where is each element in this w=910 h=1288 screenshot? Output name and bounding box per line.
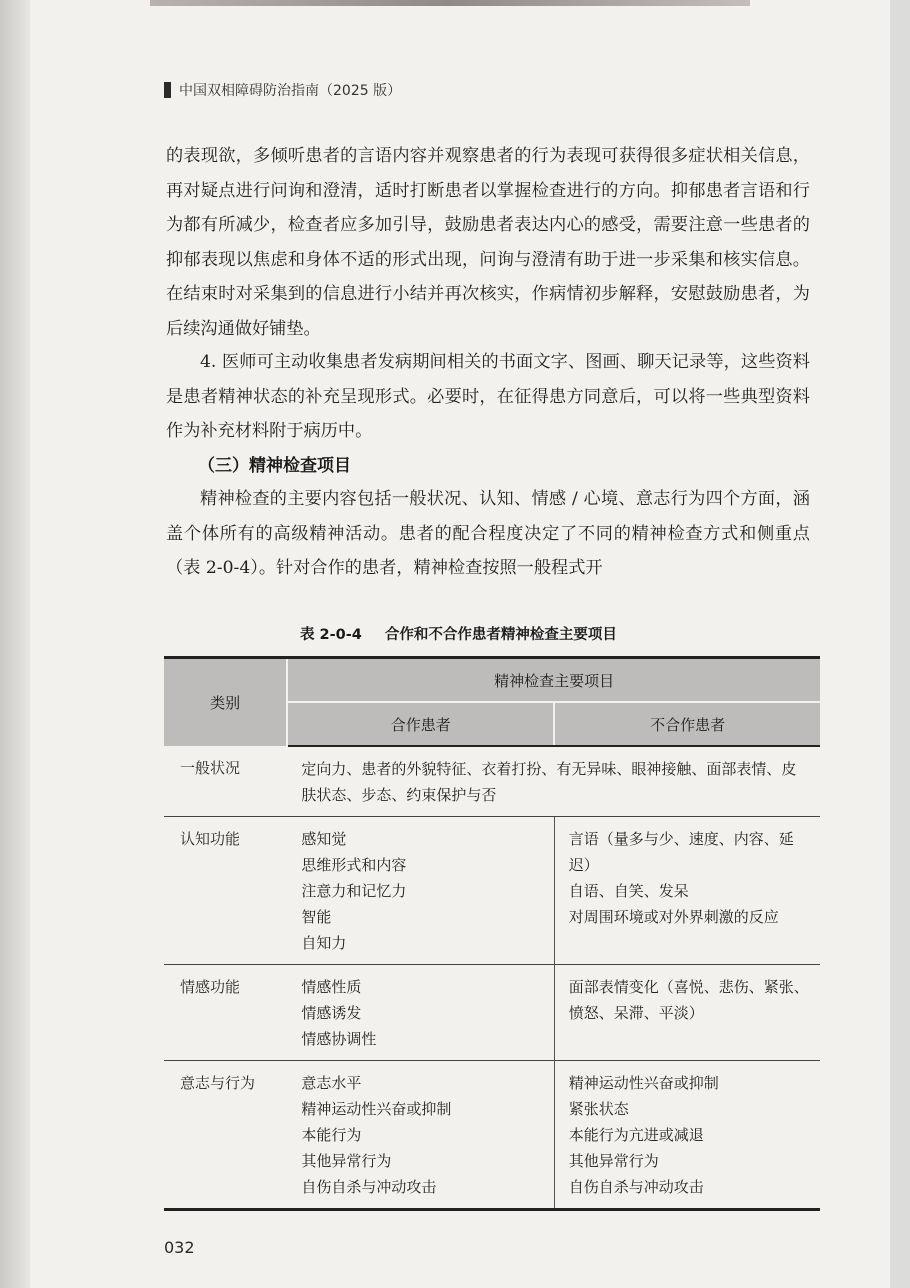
list-item: 面部表情变化（喜悦、悲伤、紧张、愤怒、呆滞、平淡） xyxy=(568,978,809,1022)
list-item: 精神运动性兴奋或抑制 xyxy=(301,1100,452,1118)
table-row-volition xyxy=(164,1061,820,1210)
list-item: 其他异常行为 xyxy=(301,1152,392,1170)
shared-items-cell: 定向力、患者的外貌特征、衣着打扮、有无异味、眼神接触、面部表情、皮肤状态、步态、约束保护与否 xyxy=(287,746,820,817)
mental-exam-table xyxy=(164,656,820,1211)
list-item: 其他异常行为 xyxy=(568,1152,659,1170)
list-item: 智能 xyxy=(301,908,332,926)
table-caption-title: 合作和不合作患者精神检查主要项目 xyxy=(384,627,617,643)
list-item: 精神运动性兴奋或抑制 xyxy=(568,1074,719,1092)
list-item: 情感诱发 xyxy=(301,1004,362,1022)
uncooperative-items-cell xyxy=(554,1061,820,1210)
previous-page-edge xyxy=(150,0,750,6)
list-item: 言语（量多与少、速度、内容、延迟） xyxy=(568,830,794,874)
list-item: 感知觉 xyxy=(301,830,347,848)
list-item: 本能行为亢进或减退 xyxy=(568,1126,704,1144)
list-item: 注意力和记忆力 xyxy=(301,882,407,900)
cooperative-items-cell xyxy=(287,965,554,1061)
cooperative-items-cell xyxy=(287,1061,554,1210)
running-header-text: 中国双相障碍防治指南（2025 版） xyxy=(179,83,402,99)
category-cell: 情感功能 xyxy=(164,965,287,1061)
uncooperative-items-cell xyxy=(554,965,820,1061)
header-cooperative: 合作患者 xyxy=(287,702,554,746)
paragraph-1 xyxy=(166,139,810,346)
list-item: 意志水平 xyxy=(301,1074,362,1092)
header-main: 精神检查主要项目 xyxy=(287,658,820,703)
header-category: 类别 xyxy=(164,658,287,747)
paragraph-1-text: 的表现欲，多倾听患者的言语内容并观察患者的行为表现可获得很多症状相关信息，再对疑点进行问询和澄清，适时打断患者以掌握检查进行的方向。抑郁患者言语和行为都有所减少，检查者应多加引导，鼓励患者表达内心的感受，需要注意一些患者的抑郁表现以焦虑和身体不适的形式出现，问询与澄清有助于进一步采集和核实信息。在结束时对采集到的信息进行小结并再次核实，作病情初步解释，安慰鼓励患者，为后续沟通做好铺垫。 xyxy=(166,146,810,339)
list-item: 自语、自笑、发呆 xyxy=(568,882,689,900)
table-row-general xyxy=(164,746,820,817)
page-number: 032 xyxy=(164,1238,195,1257)
page-gutter-shadow xyxy=(0,0,30,1288)
list-item: 对周围环境或对外界刺激的反应 xyxy=(568,908,779,926)
category-cell: 一般状况 xyxy=(164,746,287,817)
list-item: 自伤自杀与冲动攻击 xyxy=(568,1178,704,1196)
list-item: 情感性质 xyxy=(301,978,362,996)
paragraph-2-text: 4. 医师可主动收集患者发病期间相关的书面文字、图画、聊天记录等，这些资料是患者精神状态的补充呈现形式。必要时，在征得患方同意后，可以将一些典型资料作为补充材料附于病历中。 xyxy=(166,352,810,441)
table-row-cognition xyxy=(164,817,820,965)
cooperative-items-cell xyxy=(287,817,554,965)
list-item: 思维形式和内容 xyxy=(301,856,407,874)
table-row-affect xyxy=(164,965,820,1061)
list-item: 本能行为 xyxy=(301,1126,362,1144)
running-header xyxy=(164,80,401,100)
table-caption-number: 表 2-0-4 xyxy=(300,627,362,643)
paragraph-3 xyxy=(166,482,810,586)
uncooperative-items-cell xyxy=(554,817,820,965)
section-heading: （三）精神检查项目 xyxy=(198,456,351,476)
paragraph-3-text: 精神检查的主要内容包括一般状况、认知、情感 / 心境、意志行为四个方面，涵盖个体所有的高级精神活动。患者的配合程度决定了不同的精神检查方式和侧重点（表 2-0-4）。针对合作的患者，精神检查按照一般程式开 xyxy=(166,489,810,578)
header-marker-bar xyxy=(164,82,171,98)
table-caption xyxy=(300,623,617,644)
header-uncooperative: 不合作患者 xyxy=(554,702,820,746)
list-item: 自伤自杀与冲动攻击 xyxy=(301,1178,437,1196)
category-cell: 认知功能 xyxy=(164,817,287,965)
list-item: 自知力 xyxy=(301,934,347,952)
paragraph-2 xyxy=(166,345,810,449)
list-item: 紧张状态 xyxy=(568,1100,629,1118)
list-item: 情感协调性 xyxy=(301,1030,377,1048)
category-cell: 意志与行为 xyxy=(164,1061,287,1210)
